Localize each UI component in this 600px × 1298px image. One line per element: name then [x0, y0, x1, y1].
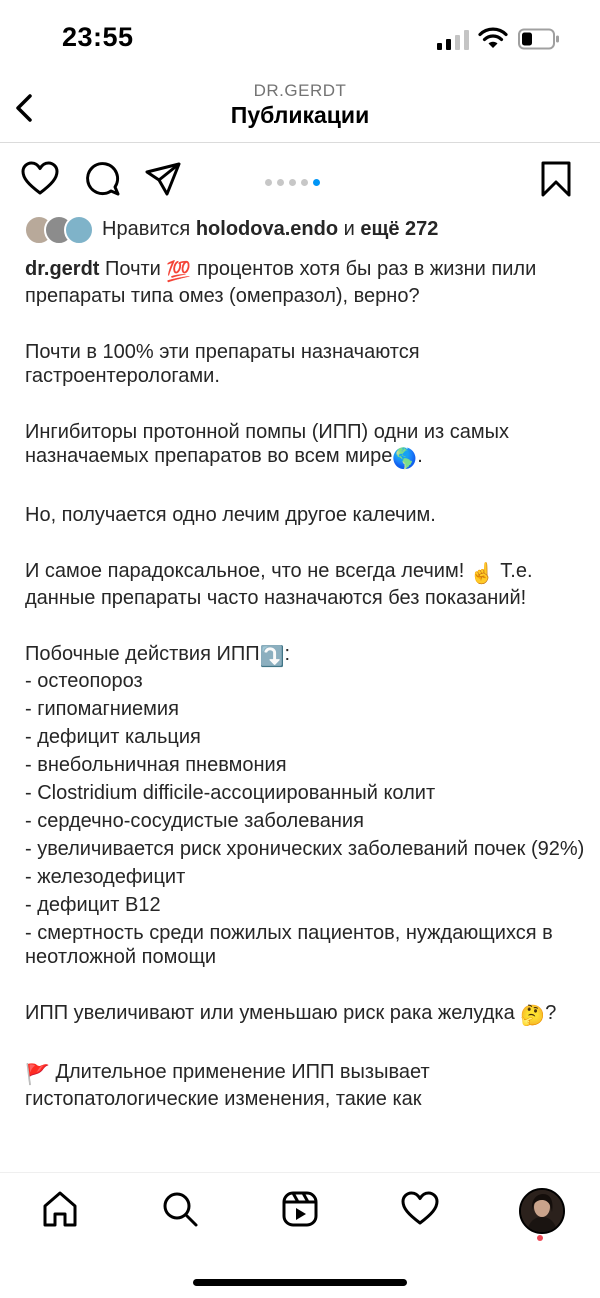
caption-paragraph	[25, 257, 585, 308]
bottom-tab-bar	[0, 1172, 600, 1298]
red-flag-emoji: 🚩	[25, 1064, 50, 1086]
caption-paragraph	[25, 559, 585, 610]
status-time: 23:55	[62, 22, 134, 52]
likes-row[interactable]	[24, 214, 584, 246]
caption-text: Длительное применение ИПП вызывает гистопатологические изменения, такие как	[25, 1061, 430, 1110]
list-item: - дефицит кальция	[25, 726, 201, 748]
activity-heart-icon[interactable]	[400, 1189, 440, 1229]
pointing-up-emoji: ☝️	[469, 563, 495, 585]
caption-text: :	[284, 643, 291, 665]
liker-avatars	[24, 215, 96, 245]
caption-text: процентов хотя бы раз в жизни пили препараты типа омез (омепразол), верно?	[25, 258, 537, 307]
avatar	[64, 215, 94, 245]
caption-paragraph	[25, 1060, 585, 1111]
caption-text: ?	[545, 1002, 557, 1024]
status-bar	[0, 0, 600, 80]
carousel-dot	[313, 179, 320, 186]
nav-header	[0, 80, 600, 143]
caption-text: Ингибиторы протонной помпы (ИПП) одни из самых назначаемых препаратов во всем мире	[25, 421, 510, 467]
hundred-emoji: 💯	[166, 261, 192, 283]
post-caption	[25, 257, 585, 1111]
list-item: - железодефицит	[25, 866, 186, 888]
list-item: - остеопороз	[25, 670, 143, 692]
list-item: - гипомагниемия	[25, 698, 179, 720]
profile-avatar[interactable]	[519, 1188, 565, 1234]
post-actions	[0, 150, 600, 210]
arrow-down-emoji: ⤵️	[259, 646, 285, 668]
carousel-dot	[265, 179, 272, 186]
carousel-dot	[289, 179, 296, 186]
caption-paragraph	[25, 420, 585, 471]
caption-username[interactable]: dr.gerdt	[25, 258, 100, 280]
list-item: - увеличивается риск хронических заболеваний почек (92%)	[25, 838, 585, 860]
caption-text: Т.е. данные препараты часто назначаются без показаний!	[25, 560, 533, 609]
home-icon[interactable]	[40, 1189, 80, 1229]
likes-count[interactable]: ещё 272	[360, 218, 439, 240]
caption-text: И самое парадоксальное, что не всегда лечим!	[25, 560, 465, 582]
globe-emoji: 🌎	[392, 448, 418, 470]
home-indicator	[193, 1279, 407, 1286]
comment-icon[interactable]	[82, 159, 122, 199]
save-bookmark-icon[interactable]	[536, 159, 576, 199]
liker-username[interactable]: holodova.endo	[195, 218, 339, 240]
likes-connector: и	[343, 218, 355, 240]
share-paper-plane-icon[interactable]	[143, 159, 183, 199]
wifi-icon	[478, 26, 508, 50]
like-heart-icon[interactable]	[20, 159, 60, 199]
carousel-dot	[277, 179, 284, 186]
profile-photo	[521, 1190, 563, 1232]
side-effects-list	[25, 669, 585, 969]
carousel-dot	[301, 179, 308, 186]
list-item: - смертность среди пожилых пациентов, нуждающихся в неотложной помощи	[25, 922, 553, 968]
caption-text: Почти	[105, 258, 161, 280]
caption-paragraph: Почти в 100% эти препараты назначаются гастроентерологами.	[25, 341, 420, 387]
caption-text: .	[417, 445, 423, 467]
notification-dot	[537, 1235, 543, 1241]
thinking-emoji: 🤔	[520, 1005, 546, 1027]
battery-icon	[518, 28, 560, 50]
caption-text: Побочные действия ИПП	[25, 643, 260, 665]
list-item: - Clostridium difficile-ассоциированный колит	[25, 782, 436, 804]
caption-paragraph: Но, получается одно лечим другое калечим.	[25, 504, 436, 526]
reels-icon[interactable]	[280, 1189, 320, 1229]
search-icon[interactable]	[160, 1189, 200, 1229]
caption-text: ИПП увеличивают или уменьшаю риск рака желудка	[25, 1002, 515, 1024]
caption-paragraph	[25, 1001, 585, 1028]
likes-text	[102, 218, 438, 241]
account-name: DR.GERDT	[253, 81, 347, 100]
side-effects-title	[25, 642, 585, 669]
carousel-dots	[265, 174, 325, 184]
list-item: - дефицит B12	[25, 894, 161, 916]
list-item: - сердечно-сосудистые заболевания	[25, 810, 364, 832]
page-title: Публикации	[230, 102, 370, 128]
likes-prefix: Нравится	[102, 218, 191, 240]
list-item: - внебольничная пневмония	[25, 754, 287, 776]
signal-icon	[437, 30, 471, 50]
